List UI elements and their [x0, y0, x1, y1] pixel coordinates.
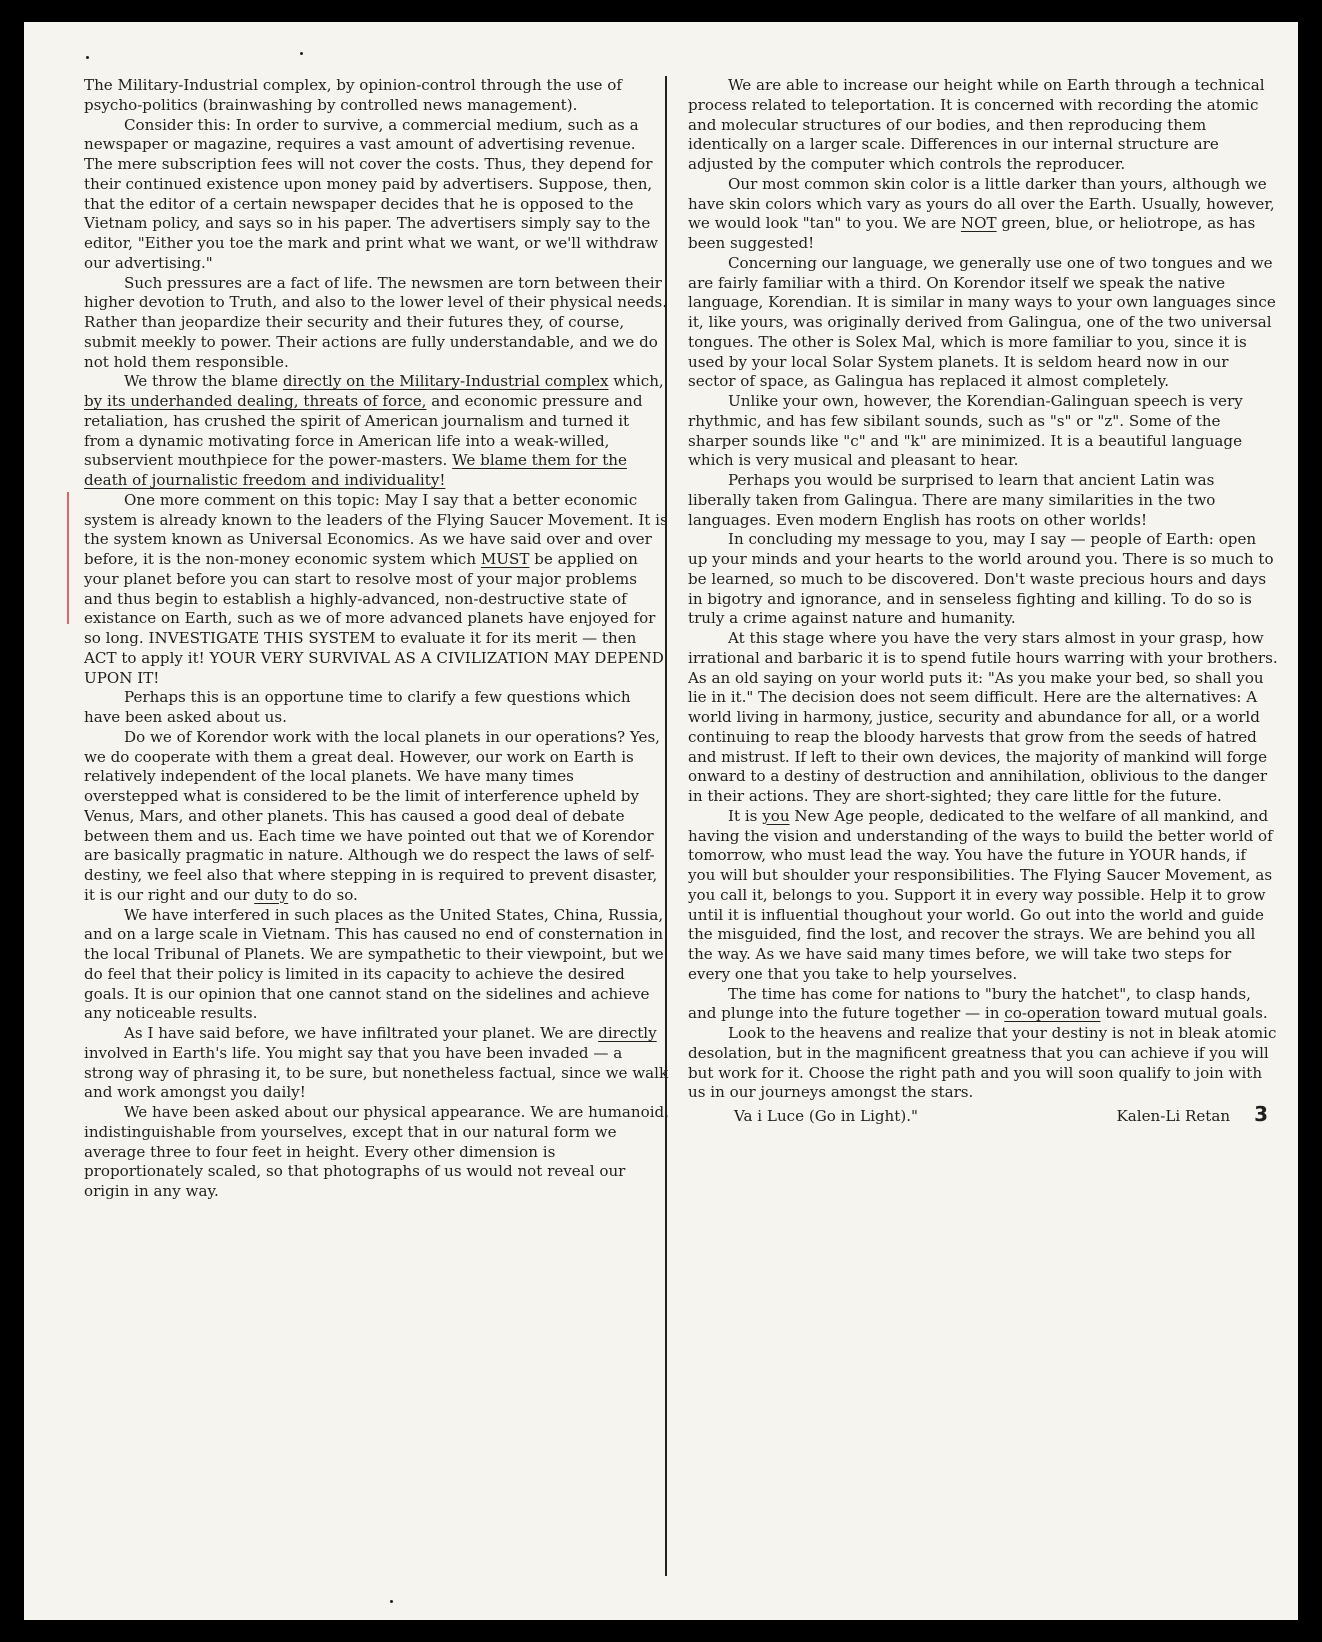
- author-name: Kalen-Li Retan: [1116, 1107, 1231, 1125]
- text-run: Our most common skin color is a little darker than yours, although we have skin colors which vary as yours do all over the Earth. Usually, however, we would look "tan" to you. We are: [688, 174, 1275, 233]
- document-page: [24, 22, 1298, 1620]
- underlined-text: by its underhanded dealing, threats of force,: [84, 392, 427, 410]
- paragraph: Unlike your own, however, the Korendian-Galinguan speech is very rhythmic, and has few sibilant sounds, such as "s" or "z". Some of the sharper sounds like "c" and "k" are minimized. It is a beautiful language which is very musical and pleasant to hear.: [688, 392, 1243, 470]
- paragraph: Consider this: In order to survive, a commercial medium, such as a newspaper or magazine, requires a vast amount of advertising revenue. The mere subscription fees will not cover the costs. Thus, they depend for their continued existence upon money paid by advertisers. Suppose, then, that the editor of a certain newspaper decides that he is opposed to the Vietnam policy, and says so in his paper. The advertisers simply say to the editor, "Either you toe the mark and print what we want, or we'll withdraw our advertising.": [84, 115, 659, 272]
- underlined-text: NOT: [960, 214, 997, 233]
- text-run: We throw the blame: [124, 372, 283, 391]
- text-run: green, blue, or heliotrope, as has been suggested!: [688, 214, 1256, 252]
- paragraph-infiltrated: [84, 1024, 669, 1103]
- underlined-text: you: [762, 806, 790, 825]
- print-speck: [300, 52, 303, 55]
- signature-line: [688, 1102, 1278, 1127]
- paragraph: In concluding my message to you, may I say — people of Earth: open up your minds and your hearts to the world around you. There is so much to be learned, so much to be discovered. Don't waste precious hours and days in bigotry and ignorance, and in senseless fighting and killing. To do so is truly a crime against nature and humanity.: [688, 530, 1274, 628]
- paragraph: At this stage where you have the very stars almost in your grasp, how irrational and barbaric it is to spend futile hours warring with your brothers. As an old saying on your world puts it: "As you make your bed, so shall you lie in it." The decision does not seem difficult. Here are the alternatives: A world living in harmony, justice, security and abundance for all, or a world continuing to reap the bloody harvests that grow from the seeds of hatred and mistrust. If left to their own devices, the majority of mankind will forge onward to a destiny of destruction and annihilation, oblivious to the danger in their actions. They are short-sighted; they care little for the future.: [688, 629, 1278, 805]
- underlined-text: directly: [598, 1024, 657, 1042]
- margin-mark: [67, 492, 69, 624]
- paragraph: Concerning our language, we generally use one of two tongues and we are fairly familiar with a third. On Korendor itself we speak the native language, Korendian. It is similar in many ways to your own languages since it, like yours, was originally derived from Galingua, one of the two universal tongues. The other is Solex Mal, which is more familiar to you, since it is used by your local Solar System planets. It is seldom heard now in our sector of space, as Galingua has replaced it almost completely.: [688, 253, 1276, 391]
- paragraph: Perhaps you would be surprised to learn that ancient Latin was liberally taken from Galingua. There are many similarities in the two languages. Even modern English has roots on other worlds!: [688, 471, 1216, 529]
- underlined-text: We blame them for the death of journalistic freedom and individuality!: [84, 451, 627, 489]
- paragraph: Such pressures are a fact of life. The newsmen are torn between their higher devotion to Truth, and also to the lower level of their physical needs. Rather than jeopardize their security and their futures they, of course, submit meekly to power. Their actions are fully understandable, and we do not hold them responsible.: [84, 273, 668, 371]
- text-run: As I have said before, we have infiltrated your planet. We are: [124, 1024, 599, 1042]
- signoff: Va i Luce (Go in Light).": [734, 1107, 918, 1125]
- paragraph-blame: [84, 372, 669, 491]
- paragraph: We are able to increase our height while on Earth through a technical process related to teleportation. It is concerned with recording the atomic and molecular structures of our bodies, and then reproducing them identically on a larger scale. Differences in our internal structure are adjusted by the computer which controls the reproducer.: [688, 76, 1265, 173]
- paragraph-skin: [688, 175, 1278, 254]
- paragraph: We have been asked about our physical appearance. We are humanoid, indistinguishable from yourselves, except that in our natural form we average three to four feet in height. Every other dimension is proportionately scaled, so that photographs of us would not reveal our origin in any way.: [84, 1103, 670, 1200]
- paragraph: Look to the heavens and realize that your destiny is not in bleak atomic desolation, but in the magnificent greatness that you can achieve if you will but work for it. Choose the right path and you will soon qualify to join with us in our journeys amongst the stars.: [688, 1024, 1277, 1102]
- text-run: The time has come for nations to "bury the hatchet", to clasp hands, and plunge into the future together — in: [688, 984, 1251, 1023]
- paragraph-duty: [84, 728, 669, 906]
- page-number: 3: [1254, 1102, 1268, 1126]
- paragraph-cooperation: [688, 985, 1278, 1025]
- print-speck: [390, 1600, 393, 1603]
- right-column: [688, 76, 1278, 1127]
- underlined-text: duty: [254, 885, 289, 904]
- text-run: and economic pressure and retaliation, has crushed the spirit of American journalism and turned it from a dynamic motivating force in American life into a weak-willed, subservient mouthpiece for the power-masters.: [84, 392, 643, 470]
- text-run: which,: [608, 372, 664, 391]
- text-run: be applied on your planet before you can start to resolve most of your major problems and thus begin to establish a highly-advanced, non-destructive state of existance on Earth, such as we of more advanced planets have enjoyed for so long. INVESTIGATE THIS SYSTEM to evaluate it for its merit — then ACT to apply it! YOUR VERY SURVIVAL AS A CIVILIZATION MAY DEPEND UPON IT!: [84, 550, 664, 687]
- paragraph: Perhaps this is an opportune time to clarify a few questions which have been asked about us.: [84, 688, 631, 726]
- paragraph: The Military-Industrial complex, by opinion-control through the use of psycho-politics (brainwashing by controlled news management).: [84, 76, 622, 114]
- text-run: Do we of Korendor work with the local planets in our operations? Yes, we do cooperate with them a great deal. However, our work on Earth is relatively independent of the local planets. We have many times overstepped what is considered to be the limit of interference upheld by Venus, Mars, and other planets. This has caused a good deal of debate between them and us. Each time we have pointed out that we of Korendor are basically pragmatic in nature. Although we do respect the laws of self-destiny, we feel also that where stepping in is required to prevent disaster, it is our right and our: [84, 727, 660, 904]
- text-run: It is: [728, 806, 763, 825]
- paragraph: We have interfered in such places as the United States, China, Russia, and on a large scale in Vietnam. This has caused no end of consternation in the local Tribunal of Planets. We are sympathetic to their viewpoint, but we do feel that their policy is limited in its capacity to achieve the desired goals. It is our opinion that one cannot stand on the sidelines and achieve any noticeable results.: [84, 905, 664, 1023]
- text-run: One more comment on this topic: May I say that a better economic system is already known to the leaders of the Flying Saucer Movement. It is the system known as Universal Economics. As we have said over and over before, it is the non-money economic system which: [84, 490, 668, 568]
- underlined-text: co-operation: [1004, 1004, 1101, 1023]
- underlined-text: MUST: [480, 550, 530, 568]
- text-run: involved in Earth's life. You might say that you have been invaded — a strong way of phrasing it, to be sure, but nonetheless factual, since we walk and work amongst you daily!: [84, 1043, 669, 1102]
- text-run: to do so.: [288, 885, 358, 904]
- paragraph-economics: [84, 491, 669, 689]
- text-run: New Age people, dedicated to the welfare of all mankind, and having the vision and understanding of the ways to build the better world of tomorrow, who must lead the way. You have the future in YOUR hands, if you will but shoulder your responsibilities. The Flying Saucer Movement, as you call it, belongs to you. Support it in every way possible. Help it to grow until it is influential thoughout your world. Go out into the world and guide the misguided, find the lost, and recover the strays. We are behind you all the way. As we have said many times before, we will take two steps for every one that you take to help yourselves.: [688, 806, 1273, 983]
- paragraph-you: [688, 807, 1278, 985]
- print-speck: [86, 56, 89, 59]
- underlined-text: directly on the Military-Industrial complex: [282, 372, 609, 391]
- text-run: toward mutual goals.: [1100, 1004, 1268, 1023]
- left-column: [84, 76, 669, 1202]
